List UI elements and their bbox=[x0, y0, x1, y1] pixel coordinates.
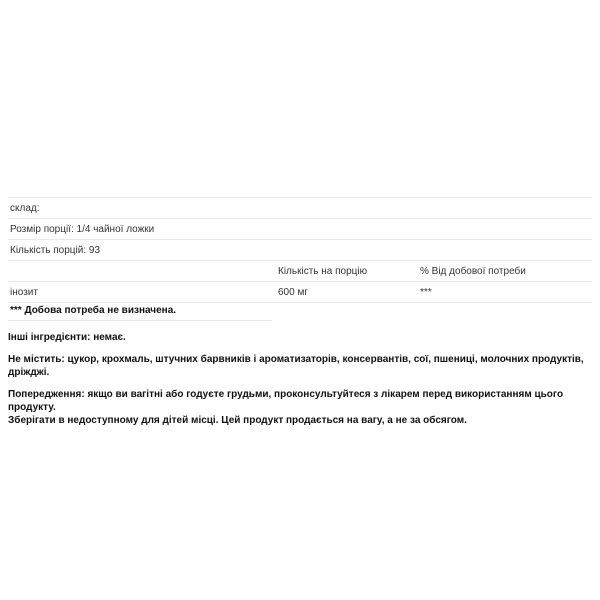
product-notes bbox=[8, 331, 598, 436]
warning bbox=[8, 388, 598, 427]
header-empty bbox=[8, 261, 276, 282]
table-header-row bbox=[8, 261, 592, 282]
table-row bbox=[8, 282, 592, 303]
warning-line-2: Зберігати в недоступному для дітей місці. Цей продукт продається на вагу, а не за обсягом. bbox=[8, 415, 467, 426]
header-amount-per-serving: Кількість на порцію bbox=[276, 261, 418, 282]
ingredient-name: інозит bbox=[8, 282, 276, 303]
supplement-facts-table bbox=[8, 197, 592, 303]
serving-size: Розмір порції: 1/4 чайної ложки bbox=[8, 219, 592, 240]
daily-value-footnote: *** Добова потреба не визначена. bbox=[8, 301, 272, 321]
ingredient-amount: 600 мг bbox=[276, 282, 418, 303]
header-daily-value: % Від добової потреби bbox=[418, 261, 592, 282]
other-ingredients: Інші інгредієнти: немає. bbox=[8, 332, 126, 343]
table-row bbox=[8, 240, 592, 261]
ingredient-daily-value: *** bbox=[418, 282, 592, 303]
does-not-contain: Не містить: цукор, крохмаль, штучних барвників і ароматизаторів, консервантів, сої, пшениці, молочних продуктів, дріжджі. bbox=[8, 354, 584, 378]
table-row bbox=[8, 219, 592, 240]
table-row bbox=[8, 198, 592, 219]
servings-count: Кількість порцій: 93 bbox=[8, 240, 592, 261]
warning-line-1: Попередження: якщо ви вагітні або годуєте грудьми, проконсультуйтеся з лікарем перед використанням цього продукту. bbox=[8, 389, 564, 413]
composition-label: склад: bbox=[8, 198, 592, 219]
